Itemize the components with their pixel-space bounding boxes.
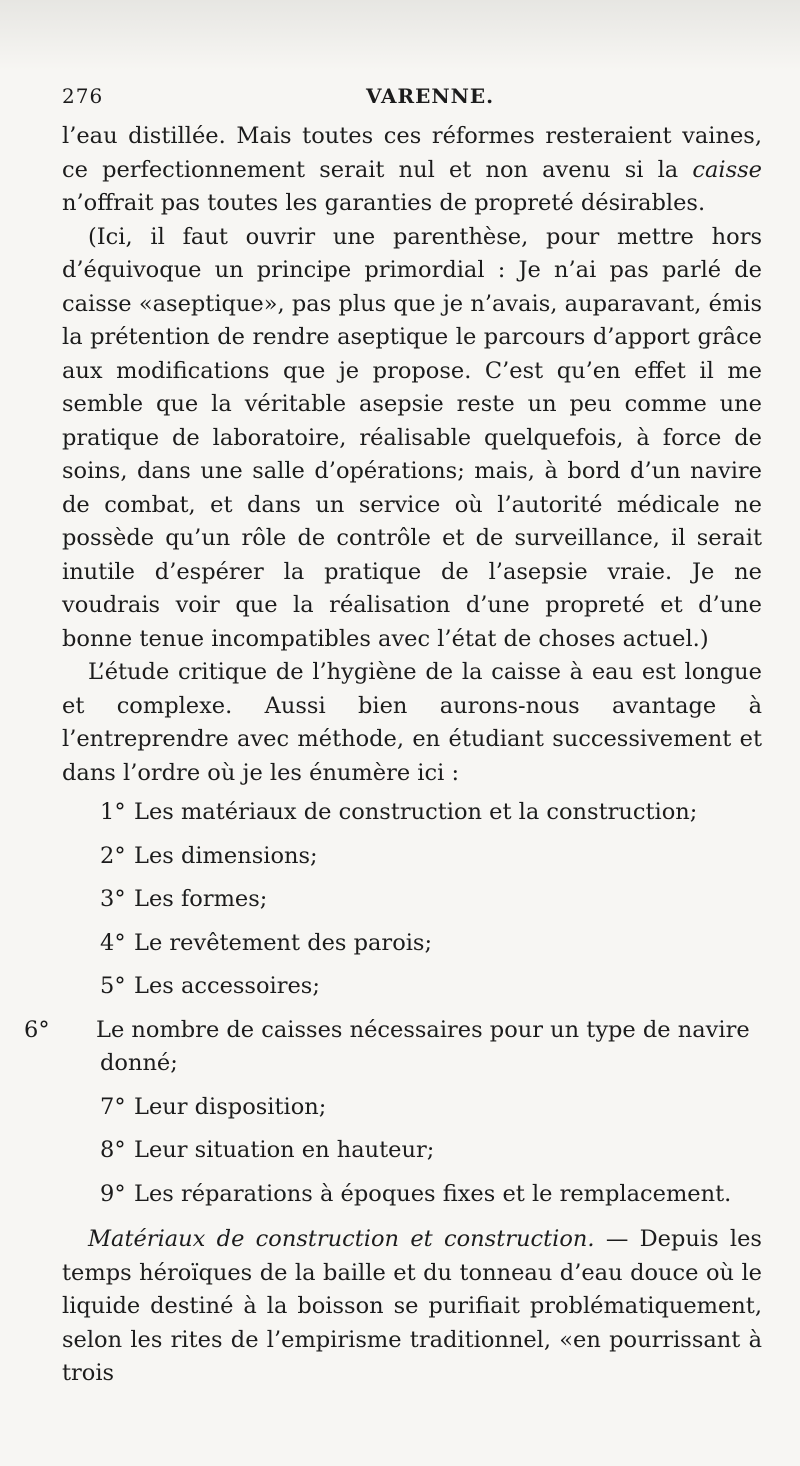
section-title: Matériaux de construction et construction. (88, 1226, 595, 1252)
list-item-text: Le revêtement des parois; (134, 929, 433, 956)
list-item-text: Leur disposition; (134, 1093, 327, 1120)
enumerated-list (24, 796, 762, 1211)
paragraph-1-part-b: n’offrait pas toutes les garanties de propreté désirables. (62, 190, 706, 216)
list-item-text: Leur situation en hauteur; (134, 1137, 435, 1163)
list-item-text: Les dimensions; (134, 842, 318, 869)
running-title: VARENNE. (366, 84, 495, 108)
list-item-number: 2° (100, 842, 126, 869)
list-item-text: Les accessoires; (134, 973, 320, 999)
list-item-number: 8° (100, 1137, 126, 1163)
paragraph-4 (62, 1223, 762, 1391)
scan-shading (0, 0, 800, 70)
list-item (62, 796, 762, 830)
page-number: 276 (62, 84, 104, 108)
list-item-number: 1° (100, 799, 126, 825)
list-item-number: 9° (100, 1180, 126, 1207)
paragraph-2: (Ici, il faut ouvrir une parenthèse, pour mettre hors d’équivoque un principe primordial : Je n’ai pas parlé de caisse «aseptique», pas plus que je n’avais, auparavant, émis la prétention de rendre aseptique le parcours d’apport grâce aux modifications que je propose. C’est qu’en effet il me semble que la véritable asepsie reste un peu comme une pratique de laboratoire, réalisable quelquefois, à force de soins, dans une salle d’opérations; mais, à bord d’un navire de combat, et dans un service où l’autorité médicale ne possède qu’un rôle de contrôle et de surveillance, il serait inutile d’espérer la pratique de l’asepsie vraie. Je ne voudrais voir que la réalisation d’une propreté et d’une bonne tenue incompatibles avec l’état de choses actuel.) (62, 223, 762, 652)
list-item (62, 1091, 762, 1125)
list-item-number: 7° (100, 1093, 126, 1120)
list-item (62, 970, 762, 1004)
list-item-text: Le nombre de caisses nécessaires pour un type de navire donné; (96, 1016, 750, 1076)
list-item-number: 4° (100, 929, 126, 956)
list-item (62, 883, 762, 917)
list-item (24, 1014, 762, 1081)
list-item-text: Les formes; (134, 886, 268, 912)
list-item (62, 927, 762, 961)
paragraph-4-text: — Depuis les temps héroïques de la baille et du tonneau d’eau douce où le liquide destiné à la boisson se purifiait problématiquement, selon les rites de l’empirisme traditionnel, «en pourrissant à trois (62, 1226, 762, 1386)
page-header (62, 84, 760, 114)
body-text (24, 120, 762, 1391)
list-item-text: Les matériaux de construction et la construction; (134, 799, 698, 825)
list-item (62, 840, 762, 874)
paragraph-1-part-a: l’eau distillée. Mais toutes ces réformes resteraient vaines, ce perfectionnement serait nul et non avenu si la (62, 123, 762, 183)
paragraph-1 (62, 120, 762, 221)
list-item-number: 5° (100, 973, 126, 999)
list-item (62, 1134, 762, 1168)
list-item-text: Les réparations à époques fixes et le remplacement. (134, 1180, 732, 1207)
list-item-number: 3° (100, 886, 126, 912)
list-item (62, 1178, 762, 1212)
list-item-number: 6° (24, 1016, 50, 1043)
paragraph-1-italic-word: caisse (692, 156, 762, 183)
paragraph-3: L’étude critique de l’hygiène de la caisse à eau est longue et complexe. Aussi bien aurons-nous avantage à l’entreprendre avec méthode, en étudiant successivement et dans l’ordre où je les énumère ici : (62, 659, 762, 786)
